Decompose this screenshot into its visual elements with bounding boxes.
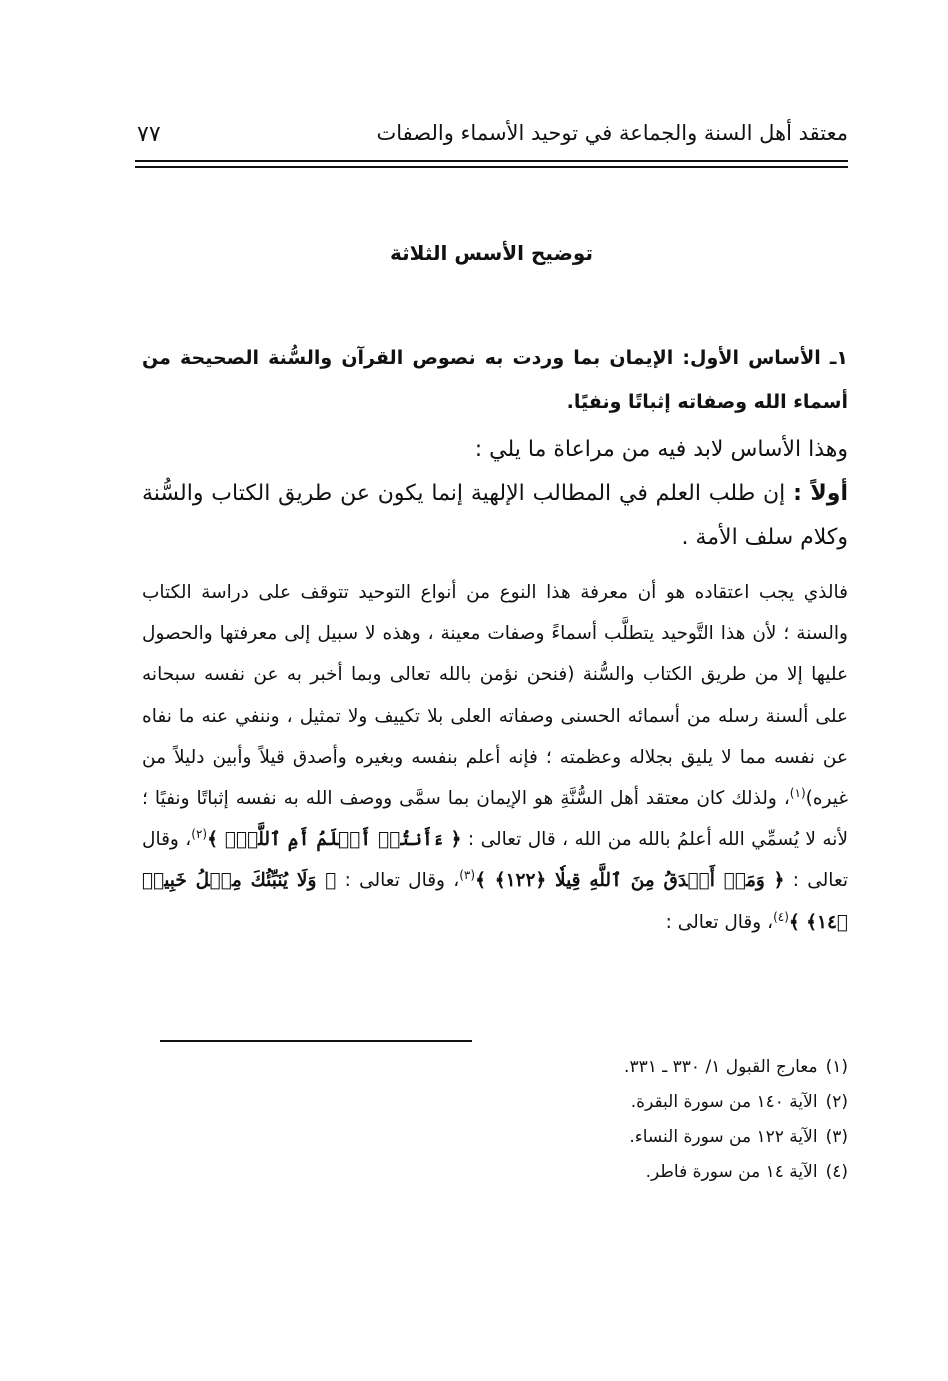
- body-paragraph: [142, 572, 848, 943]
- footnote-ref-3[interactable]: (٣): [459, 868, 476, 883]
- footnote-item: [142, 1155, 848, 1190]
- header-rule: [135, 160, 848, 162]
- quran-quote-2: ﴿ وَمَنۡ أَصۡدَقُ مِنَ ٱللَّهِ قِيلٗا ﴿١٢٢﴾ ﴾: [475, 870, 785, 892]
- main-text: [142, 336, 848, 943]
- footnote-number: (٣): [825, 1127, 848, 1147]
- body-text-3: ، وقال تعالى :: [142, 829, 849, 892]
- footnote-text: معارج القبول ١/ ٣٣٠ ـ ٣٣١.: [624, 1057, 818, 1077]
- quran-quote-3: ﴿ وَلَا يُنَبِّئُكَ مِثۡلُ خَبِيرٖ ﴿١٤﴾ ﴾: [142, 870, 848, 933]
- footnote-item: [142, 1085, 848, 1120]
- footnote-item: [142, 1120, 848, 1155]
- footnote-ref-2[interactable]: (٢): [191, 827, 208, 842]
- body-text-4: ، وقال تعالى :: [344, 870, 460, 892]
- footnote-number: (٤): [825, 1162, 848, 1182]
- first-point-text: إن طلب العلم في المطالب الإلهية إنما يكون عن طريق الكتاب والسُّنة وكلام سلف الأمة .: [142, 481, 848, 550]
- footnote-number: (٢): [825, 1092, 848, 1112]
- footnote-separator: [160, 1040, 472, 1042]
- header-rule-secondary: [135, 166, 848, 168]
- first-point: [142, 472, 848, 560]
- footnotes-list: [142, 1050, 848, 1190]
- footnote-number: (١): [825, 1057, 848, 1077]
- footnote-text: الآية ١٤٠ من سورة البقرة.: [630, 1092, 818, 1112]
- section-heading: توضيح الأسس الثلاثة: [390, 241, 593, 265]
- quran-quote-1: ﴿ ءَأَنتُمۡ أَعۡلَمُ أَمِ ٱللَّهُۗ ﴾: [207, 829, 462, 851]
- running-header: [135, 118, 848, 158]
- footnote-text: الآية ١٤ من سورة فاطر.: [645, 1162, 818, 1182]
- principle-one: ١ـ الأساس الأول: الإيمان بما وردت به نصوص القرآن والسُّنة الصحيحة من أسماء الله وصفاته إثباتًا ونفيًا.: [142, 347, 848, 413]
- footnote-text: الآية ١٢٢ من سورة النساء.: [629, 1127, 818, 1147]
- body-text-2: ، ولذلك كان معتقد أهل السُّنَّةِ هو الإيمان بما سمَّى ووصف الله به نفسه إثباتًا ونفيًا ؛ لأنه لا يُسمِّي الله أعلمُ بالله من الله ، قال تعالى :: [142, 788, 848, 851]
- body-text-5: ، وقال تعالى :: [665, 911, 774, 933]
- running-header-title: معتقد أهل السنة والجماعة في توحيد الأسماء والصفات: [376, 121, 848, 145]
- body-text-1: فالذي يجب اعتقاده هو أن معرفة هذا النوع من أنواع التوحيد تتوقف على دراسة الكتاب والسنة ؛ لأن هذا التَّوحيد يتطلَّب أسماءً وصفات معينة ، وهذه لا سبيل إلى معرفتها والحصول عليها إلا من طريق الكتاب والسُّنة (فنحن نؤمن بالله تعالى وبما أخبر به عن نفسه سبحانه على ألسنة رسله من أسمائه الحسنى وصفاته العلى بلا تكييف ولا تمثيل ، وننفي عنه ما نفاه عن نفسه مما لا يليق بجلاله وعظمته ؛ فإنه أعلم بنفسه وبغيره وأصدق قيلاً وأبين دليلاً من غيره): [142, 582, 848, 810]
- footnote-item: [142, 1050, 848, 1085]
- footnote-ref-1[interactable]: (١): [789, 785, 806, 800]
- first-point-label: أولاً :: [793, 481, 848, 506]
- footnote-ref-4[interactable]: (٤): [773, 909, 789, 924]
- page-number: ٧٧: [137, 122, 161, 147]
- lead-sentence: وهذا الأساس لابد فيه من مراعاة ما يلي :: [474, 437, 848, 462]
